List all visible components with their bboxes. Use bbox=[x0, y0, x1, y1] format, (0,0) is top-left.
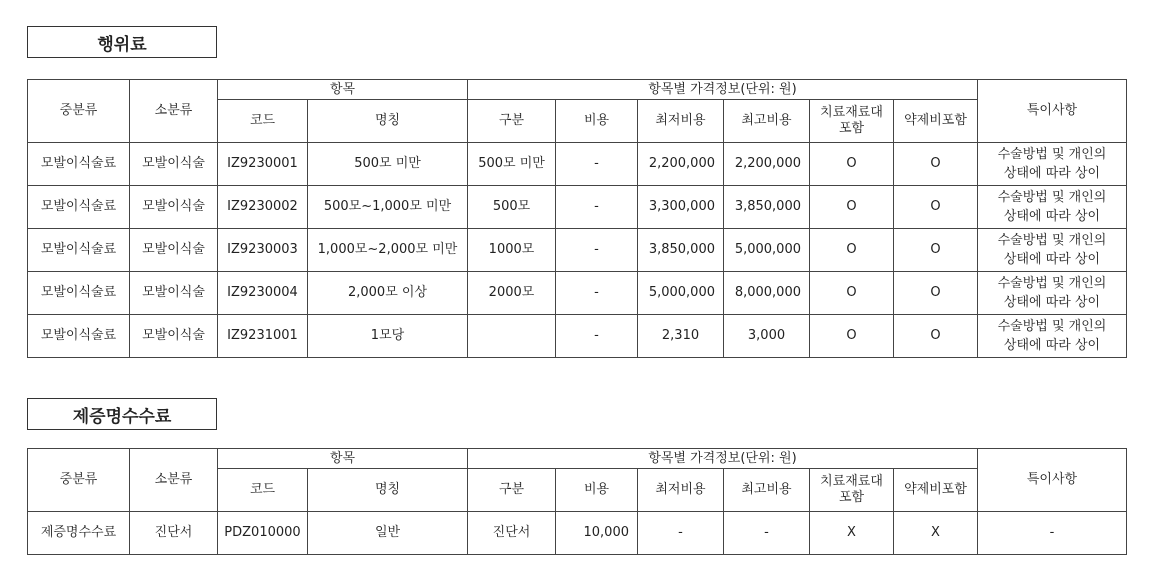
header-kind: 구분 bbox=[468, 469, 556, 512]
cell-drug-included: O bbox=[894, 229, 978, 272]
header-min-cost: 최저비용 bbox=[638, 100, 724, 143]
cell-sub: 모발이식술 bbox=[130, 315, 218, 358]
cell-code: IZ9230001 bbox=[218, 143, 308, 186]
cell-name: 2,000모 이상 bbox=[308, 272, 468, 315]
header-sub-category: 소분류 bbox=[130, 449, 218, 512]
header-note: 특이사항 bbox=[978, 80, 1127, 143]
cell-cost: - bbox=[556, 315, 638, 358]
cell-drug-included: O bbox=[894, 186, 978, 229]
cell-sub: 진단서 bbox=[130, 512, 218, 555]
header-kind: 구분 bbox=[468, 100, 556, 143]
cell-mid: 모발이식술료 bbox=[28, 272, 130, 315]
header-material-included: 치료재료대 포함 bbox=[810, 100, 894, 143]
cell-kind: 2000모 bbox=[468, 272, 556, 315]
cell-note: 수술방법 및 개인의 상태에 따라 상이 bbox=[978, 272, 1127, 315]
cell-material-included: O bbox=[810, 272, 894, 315]
cell-min-cost: 2,310 bbox=[638, 315, 724, 358]
header-name: 명칭 bbox=[308, 100, 468, 143]
cell-sub: 모발이식술 bbox=[130, 143, 218, 186]
cell-name: 일반 bbox=[308, 512, 468, 555]
header-drug-included: 약제비포함 bbox=[894, 100, 978, 143]
cell-sub: 모발이식술 bbox=[130, 229, 218, 272]
header-max-cost: 최고비용 bbox=[724, 100, 810, 143]
certificate-fee-table bbox=[27, 448, 1127, 555]
header-mid-category: 중분류 bbox=[28, 449, 130, 512]
cell-name: 500모 미만 bbox=[308, 143, 468, 186]
cell-note: 수술방법 및 개인의 상태에 따라 상이 bbox=[978, 143, 1127, 186]
cell-material-included: O bbox=[810, 186, 894, 229]
cell-drug-included: X bbox=[894, 512, 978, 555]
cell-min-cost: - bbox=[638, 512, 724, 555]
cell-name: 500모~1,000모 미만 bbox=[308, 186, 468, 229]
table-row bbox=[28, 229, 1127, 272]
cell-cost: - bbox=[556, 186, 638, 229]
cell-max-cost: - bbox=[724, 512, 810, 555]
cell-mid: 제증명수수료 bbox=[28, 512, 130, 555]
cell-cost: - bbox=[556, 143, 638, 186]
cell-code: IZ9230004 bbox=[218, 272, 308, 315]
cell-kind: 1000모 bbox=[468, 229, 556, 272]
header-material-included: 치료재료대 포함 bbox=[810, 469, 894, 512]
header-item: 항목 bbox=[218, 449, 468, 469]
cell-kind: 500모 bbox=[468, 186, 556, 229]
section-title-certificate-fee: 제증명수수료 bbox=[27, 398, 217, 430]
table-row bbox=[28, 272, 1127, 315]
cell-kind: 진단서 bbox=[468, 512, 556, 555]
header-name: 명칭 bbox=[308, 469, 468, 512]
header-sub-category: 소분류 bbox=[130, 80, 218, 143]
cell-drug-included: O bbox=[894, 315, 978, 358]
cell-max-cost: 8,000,000 bbox=[724, 272, 810, 315]
cell-code: PDZ010000 bbox=[218, 512, 308, 555]
cell-note: 수술방법 및 개인의 상태에 따라 상이 bbox=[978, 186, 1127, 229]
table-row bbox=[28, 315, 1127, 358]
cell-mid: 모발이식술료 bbox=[28, 229, 130, 272]
cell-material-included: O bbox=[810, 143, 894, 186]
cell-mid: 모발이식술료 bbox=[28, 186, 130, 229]
cell-mid: 모발이식술료 bbox=[28, 143, 130, 186]
cell-min-cost: 3,850,000 bbox=[638, 229, 724, 272]
table-row bbox=[28, 143, 1127, 186]
cell-name: 1모당 bbox=[308, 315, 468, 358]
cell-material-included: X bbox=[810, 512, 894, 555]
header-price-info: 항목별 가격정보(단위: 원) bbox=[468, 80, 978, 100]
cell-max-cost: 3,850,000 bbox=[724, 186, 810, 229]
cell-drug-included: O bbox=[894, 143, 978, 186]
cell-note: 수술방법 및 개인의 상태에 따라 상이 bbox=[978, 229, 1127, 272]
cell-sub: 모발이식술 bbox=[130, 272, 218, 315]
cell-code: IZ9230002 bbox=[218, 186, 308, 229]
cell-max-cost: 2,200,000 bbox=[724, 143, 810, 186]
header-min-cost: 최저비용 bbox=[638, 469, 724, 512]
table-row bbox=[28, 186, 1127, 229]
header-item: 항목 bbox=[218, 80, 468, 100]
cell-cost: - bbox=[556, 272, 638, 315]
cell-material-included: O bbox=[810, 315, 894, 358]
header-code: 코드 bbox=[218, 100, 308, 143]
cell-name: 1,000모~2,000모 미만 bbox=[308, 229, 468, 272]
header-max-cost: 최고비용 bbox=[724, 469, 810, 512]
cell-code: IZ9230003 bbox=[218, 229, 308, 272]
section-title-procedure-fee: 행위료 bbox=[27, 26, 217, 58]
cell-sub: 모발이식술 bbox=[130, 186, 218, 229]
cell-max-cost: 3,000 bbox=[724, 315, 810, 358]
cell-cost: 10,000 bbox=[556, 512, 638, 555]
cell-min-cost: 5,000,000 bbox=[638, 272, 724, 315]
cell-note: - bbox=[978, 512, 1127, 555]
header-mid-category: 중분류 bbox=[28, 80, 130, 143]
table-row bbox=[28, 512, 1127, 555]
cell-mid: 모발이식술료 bbox=[28, 315, 130, 358]
cell-min-cost: 2,200,000 bbox=[638, 143, 724, 186]
header-cost: 비용 bbox=[556, 100, 638, 143]
cell-note: 수술방법 및 개인의 상태에 따라 상이 bbox=[978, 315, 1127, 358]
cell-min-cost: 3,300,000 bbox=[638, 186, 724, 229]
cell-code: IZ9231001 bbox=[218, 315, 308, 358]
cell-max-cost: 5,000,000 bbox=[724, 229, 810, 272]
cell-cost: - bbox=[556, 229, 638, 272]
procedure-fee-table bbox=[27, 79, 1127, 358]
cell-kind: 500모 미만 bbox=[468, 143, 556, 186]
cell-kind bbox=[468, 315, 556, 358]
header-note: 특이사항 bbox=[978, 449, 1127, 512]
header-cost: 비용 bbox=[556, 469, 638, 512]
cell-material-included: O bbox=[810, 229, 894, 272]
cell-drug-included: O bbox=[894, 272, 978, 315]
header-price-info: 항목별 가격정보(단위: 원) bbox=[468, 449, 978, 469]
header-code: 코드 bbox=[218, 469, 308, 512]
header-drug-included: 약제비포함 bbox=[894, 469, 978, 512]
